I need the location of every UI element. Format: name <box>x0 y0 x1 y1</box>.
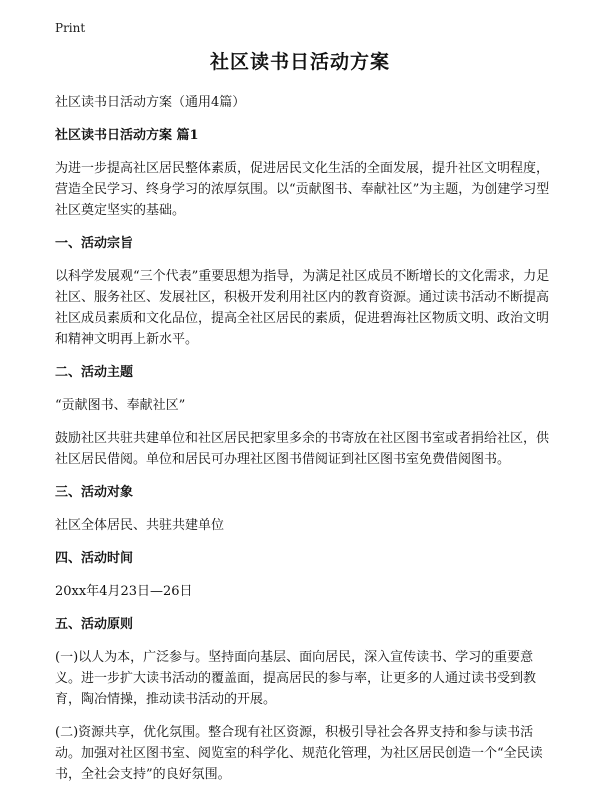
document-body <box>55 92 555 797</box>
section-paragraph: 社区全体居民、共驻共建单位 <box>55 518 225 533</box>
section-heading-purpose: 一、活动宗旨 <box>55 236 134 251</box>
intro-paragraph: 为进一步提高社区居民整体素质，促进居民文化生活的全面发展，提升社区文明程度，营造全民学习、终身学习的浓厚氛围。以“贡献图书、奉献社区”为主题，为创建学习型社区奠定坚实的基础。 <box>55 161 550 218</box>
section-heading-theme: 二、活动主题 <box>55 365 134 380</box>
page-title: 社区读书日活动方案 <box>209 51 390 73</box>
print-link[interactable]: Print <box>55 21 86 35</box>
section-heading-principles: 五、活动原则 <box>55 617 134 632</box>
section-paragraph: 以科学发展观“三个代表”重要思想为指导，为满足社区成员不断增长的文化需求，力足社区、服务社区、发展社区，积极开发利用社区内的教育资源。通过读书活动不断提高社区成员素质和文化品位，提高全社区居民的素质，促进碧海社区物质文明、政治文明和精神文明再上新水平。 <box>55 269 550 347</box>
article-heading: 社区读书日活动方案 篇1 <box>55 128 199 143</box>
section-paragraph: (一)以人为本，广泛参与。坚持面向基层、面向居民，深入宣传读书、学习的重要意义。进一步扩大读书活动的覆盖面，提高居民的参与率，让更多的人通过读书受到教育，陶冶情操，推动读书活动的开展。 <box>55 650 537 707</box>
section-paragraph: 20xx年4月23日—26日 <box>55 584 193 599</box>
section-paragraph: “贡献图书、奉献社区” <box>55 398 186 413</box>
section-paragraph: (二)资源共享，优化氛围。整合现有社区资源，积极引导社会各界支持和参与读书活动。加强对社区图书室、阅览室的科学化、规范化管理，为社区居民创造一个“全民读书，全社会支持”的良好氛围。 <box>55 725 543 782</box>
section-heading-audience: 三、活动对象 <box>55 485 134 500</box>
section-paragraph: 鼓励社区共驻共建单位和社区居民把家里多余的书寄放在社区图书室或者捐给社区，供社区居民借阅。单位和居民可办理社区图书借阅证到社区图书室免费借阅图书。 <box>55 431 550 467</box>
section-heading-time: 四、活动时间 <box>55 551 134 566</box>
document-subtitle: 社区读书日活动方案（通用4篇） <box>55 95 246 110</box>
